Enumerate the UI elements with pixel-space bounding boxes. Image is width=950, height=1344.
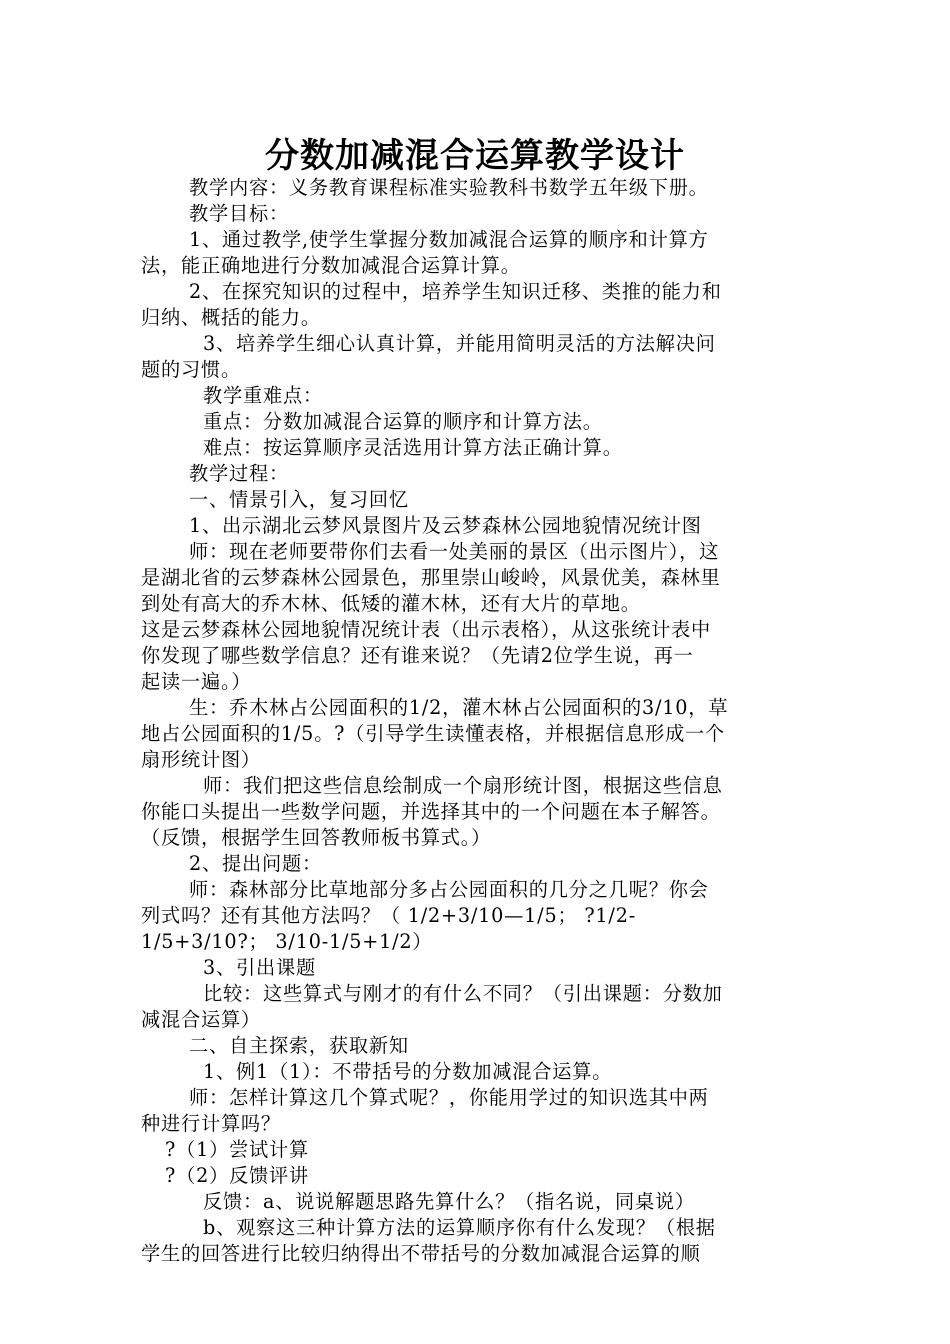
text-line: 比较：这些算式与刚才的有什么不同？（引出课题：分数加 bbox=[203, 982, 723, 1005]
text-line: ?（2）反馈评讲 bbox=[165, 1164, 310, 1187]
text-line: 归纳、概括的能力。 bbox=[141, 306, 321, 329]
text-line: 教学内容：义务教育课程标准实验教科书数学五年级下册。 bbox=[189, 176, 709, 199]
text-line: 生：乔木林占公园面积的1/2，灌木林占公园面积的3/10，草 bbox=[189, 696, 729, 719]
text-line: 起读一遍。） bbox=[141, 670, 252, 693]
text-line: 教学过程： bbox=[189, 462, 289, 485]
text-line: 3、引出课题 bbox=[203, 956, 316, 979]
text-line: 列式吗？还有其他方法吗？（ 1/2+3/10—1/5； ?1/2- bbox=[141, 904, 636, 927]
text-line: 1、出示湖北云梦风景图片及云梦森林公园地貌情况统计图 bbox=[189, 514, 702, 537]
text-line: 1、例1（1）：不带括号的分数加减混合运算。 bbox=[203, 1060, 613, 1083]
text-line: 到处有高大的乔木林、低矮的灌木林，还有大片的草地。 bbox=[141, 592, 641, 615]
text-line: 2、提出问题： bbox=[189, 852, 322, 875]
text-line: 法，能正确地进行分数加减混合运算计算。 bbox=[141, 254, 521, 277]
text-line: 地占公园面积的1/5。?（引导学生读懂表格，并根据信息形成一个 bbox=[141, 722, 726, 745]
document-body bbox=[141, 175, 821, 1267]
text-line: 师：森林部分比草地部分多占公园面积的几分之几呢？你会 bbox=[189, 878, 709, 901]
text-line: 这是云梦森林公园地貌情况统计表（出示表格），从这张统计表中 bbox=[141, 618, 712, 641]
text-line: （反馈，根据学生回答教师板书算式。） bbox=[141, 826, 492, 849]
text-line: 一、情景引入，复习回忆 bbox=[189, 488, 409, 511]
text-line: 减混合运算） bbox=[141, 1008, 261, 1031]
text-line: 师：怎样计算这几个算式呢？，你能用学过的知识选其中两 bbox=[189, 1086, 709, 1109]
text-line: 学生的回答进行比较归纳得出不带括号的分数加减混合运算的顺 bbox=[141, 1242, 701, 1265]
text-line: 是湖北省的云梦森林公园景色，那里崇山峻岭，风景优美，森林里 bbox=[141, 566, 721, 589]
text-line: 教学重难点： bbox=[203, 384, 323, 407]
text-line: 题的习惯。 bbox=[141, 358, 241, 381]
text-line: 扇形统计图） bbox=[141, 748, 261, 771]
text-line: b、观察这三种计算方法的运算顺序你有什么发现？（根据 bbox=[203, 1216, 716, 1239]
text-line: 难点：按运算顺序灵活选用计算方法正确计算。 bbox=[203, 436, 623, 459]
text-line: 教学目标： bbox=[189, 202, 289, 225]
text-line: 种进行计算吗？ bbox=[141, 1112, 281, 1135]
text-line: 2、在探究知识的过程中，培养学生知识迁移、类推的能力和 bbox=[189, 280, 722, 303]
text-line: 师：现在老师要带你们去看一处美丽的景区（出示图片），这 bbox=[189, 540, 720, 563]
text-line: 重点：分数加减混合运算的顺序和计算方法。 bbox=[203, 410, 603, 433]
text-line: 1/5+3/10?； 3/10-1/5+1/2） bbox=[141, 930, 433, 953]
text-line: 二、自主探索，获取新知 bbox=[189, 1034, 409, 1057]
text-line: 师：我们把这些信息绘制成一个扇形统计图，根据这些信息 bbox=[203, 774, 723, 797]
text-line: 反馈：a、说说解题思路先算什么？（指名说，同桌说） bbox=[203, 1190, 695, 1213]
text-line: 你能口头提出一些数学问题，并选择其中的一个问题在本子解答。 bbox=[141, 800, 721, 823]
text-line: 你发现了哪些数学信息？还有谁来说？（先请2位学生说，再一 bbox=[141, 644, 694, 667]
text-line: 3、培养学生细心认真计算，并能用简明灵活的方法解决问 bbox=[203, 332, 716, 355]
document-title: 分数加减混合运算教学设计 bbox=[265, 136, 685, 176]
text-line: ?（1）尝试计算 bbox=[165, 1138, 310, 1161]
text-line: 1、通过教学,使学生掌握分数加减混合运算的顺序和计算方 bbox=[189, 228, 709, 251]
